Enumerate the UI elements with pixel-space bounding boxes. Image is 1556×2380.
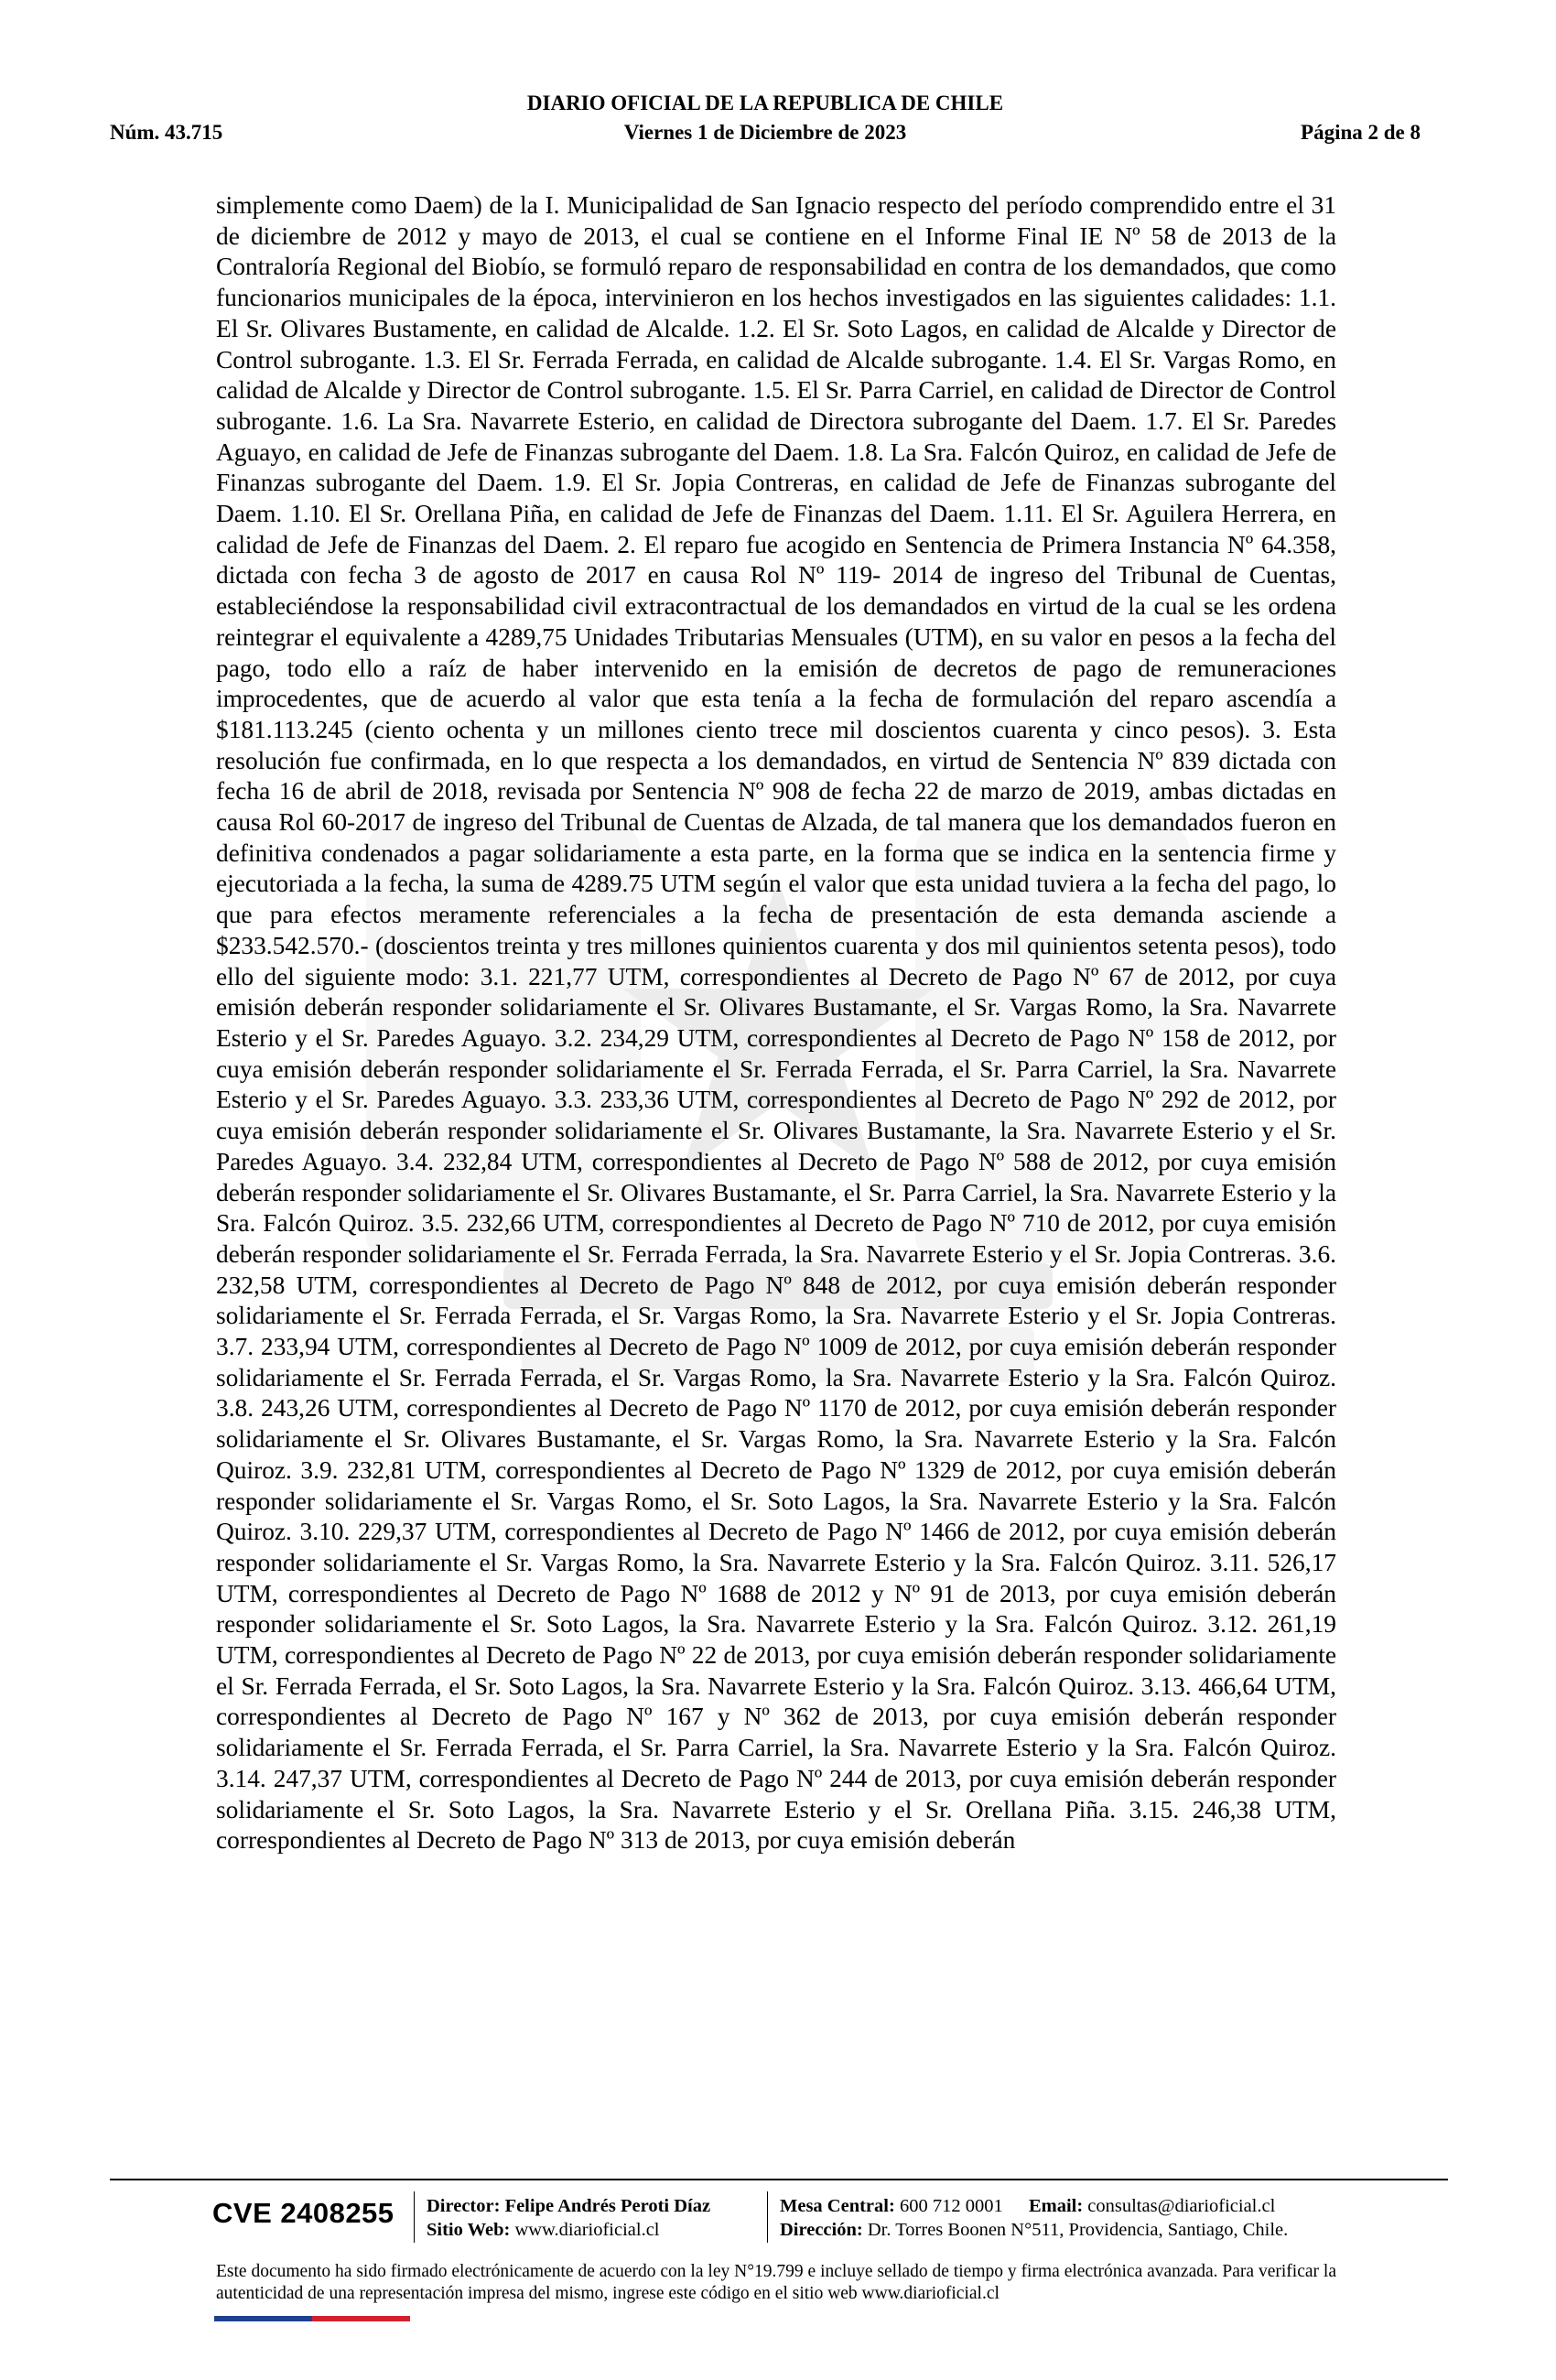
footer-director bbox=[427, 2196, 710, 2217]
flag-blue-segment bbox=[214, 2316, 312, 2321]
publication-title: DIARIO OFICIAL DE LA REPUBLICA DE CHILE bbox=[526, 92, 1004, 114]
footer-site bbox=[427, 2220, 660, 2241]
issue-date: Viernes 1 de Diciembre de 2023 bbox=[623, 121, 907, 144]
email-link[interactable]: consultas@diarioficial.cl bbox=[1087, 2196, 1276, 2216]
site-link[interactable]: www.diarioficial.cl bbox=[514, 2220, 660, 2240]
director-name: Felipe Andrés Peroti Díaz bbox=[504, 2196, 711, 2216]
digital-signature-disclaimer: Este documento ha sido firmado electrónicamente de acuerdo con la ley N°19.799 e incluye sellado de tiempo y firma electrónica avanzada. Para verificar la autenticidad de una representación impresa del mismo, ingrese este código en el sitio web www.diarioficial.cl bbox=[216, 2262, 1336, 2303]
flag-stripe bbox=[214, 2316, 410, 2321]
footer-separator bbox=[767, 2191, 768, 2243]
footer-mesa bbox=[780, 2196, 1275, 2217]
page-header bbox=[110, 92, 1421, 156]
footer-separator bbox=[414, 2191, 415, 2243]
issue-number: Núm. 43.715 bbox=[110, 121, 223, 144]
document-body: simplemente como Daem) de la I. Municipalidad de San Ignacio respecto del período comprendido entre el 31 de diciembre de 2012 y mayo de 2013, el cual se contiene en el Informe Final IE Nº 58 de 2013 de la Contraloría Regional del Biobío, se formuló reparo de responsabilidad en contra de los demandados, que como funcionarios municipales de la época, intervinieron en los hechos investigados en las siguientes calidades: 1.1. El Sr. Olivares Bustamente, en calidad de Alcalde. 1.2. El Sr. Soto Lagos, en calidad de Alcalde y Director de Control subrogante. 1.3. El Sr. Ferrada Ferrada, en calidad de Alcalde subrogante. 1.4. El Sr. Vargas Romo, en calidad de Alcalde y Director de Control subrogante. 1.5. El Sr. Parra Carriel, en calidad de Director de Control subrogante. 1.6. La Sra. Navarrete Esterio, en calidad de Directora subrogante del Daem. 1.7. El Sr. Paredes Aguayo, en calidad de Jefe de Finanzas subrogante del Daem. 1.8. La Sra. Falcón Quiroz, en calidad de Jefe de Finanzas subrogante del Daem. 1.9. El Sr. Jopia Contreras, en calidad de Jefe de Finanzas subrogante del Daem. 1.10. El Sr. Orellana Piña, en calidad de Jefe de Finanzas del Daem. 1.11. El Sr. Aguilera Herrera, en calidad de Jefe de Finanzas del Daem. 2. El reparo fue acogido en Sentencia de Primera Instancia Nº 64.358, dictada con fecha 3 de agosto de 2017 en causa Rol Nº 119- 2014 de ingreso del Tribunal de Cuentas, estableciéndose la responsabilidad civil extracontractual de los demandados en virtud de la cual se les ordena reintegrar el equivalente a 4289,75 Unidades Tributarias Mensuales (UTM), en su valor en pesos a la fecha del pago, todo ello a raíz de haber intervenido en la emisión de decretos de pago de remuneraciones improcedentes, que de acuerdo al valor que esta tenía a la fecha de formulación del reparo ascendía a $181.113.245 (ciento ochenta y un millones ciento trece mil doscientos cuarenta y cinco pesos). 3. Esta resolución fue confirmada, en lo que respecta a los demandados, en virtud de Sentencia Nº 839 dictada con fecha 16 de abril de 2018, revisada por Sentencia Nº 908 de fecha 22 de marzo de 2019, ambas dictadas en causa Rol 60-2017 de ingreso del Tribunal de Cuentas de Alzada, de tal manera que los demandados fueron en definitiva condenados a pagar solidariamente a esta parte, en la forma que se indica en la sentencia firme y ejecutoriada a la fecha, la suma de 4289.75 UTM según el valor que esta unidad tuviera a la fecha del pago, lo que para efectos meramente referenciales a la fecha de presentación de esta demanda asciende a $233.542.570.- (doscientos treinta y tres millones quinientos cuarenta y dos mil quinientos setenta pesos), todo ello del siguiente modo: 3.1. 221,77 UTM, correspondientes al Decreto de Pago Nº 67 de 2012, por cuya emisión deberán responder solidariamente el Sr. Olivares Bustamante, el Sr. Vargas Romo, la Sra. Navarrete Esterio y el Sr. Paredes Aguayo. 3.2. 234,29 UTM, correspondientes al Decreto de Pago Nº 158 de 2012, por cuya emisión deberán responder solidariamente el Sr. Ferrada Ferrada, el Sr. Parra Carriel, la Sra. Navarrete Esterio y el Sr. Paredes Aguayo. 3.3. 233,36 UTM, correspondientes al Decreto de Pago Nº 292 de 2012, por cuya emisión deberán responder solidariamente el Sr. Olivares Bustamante, la Sra. Navarrete Esterio y el Sr. Paredes Aguayo. 3.4. 232,84 UTM, correspondientes al Decreto de Pago Nº 588 de 2012, por cuya emisión deberán responder solidariamente el Sr. Olivares Bustamante, el Sr. Parra Carriel, la Sra. Navarrete Esterio y la Sra. Falcón Quiroz. 3.5. 232,66 UTM, correspondientes al Decreto de Pago Nº 710 de 2012, por cuya emisión deberán responder solidariamente el Sr. Ferrada Ferrada, la Sra. Navarrete Esterio y el Sr. Jopia Contreras. 3.6. 232,58 UTM, correspondientes al Decreto de Pago Nº 848 de 2012, por cuya emisión deberán responder solidariamente el Sr. Ferrada Ferrada, el Sr. Vargas Romo, la Sra. Navarrete Esterio y el Sr. Jopia Contreras. 3.7. 233,94 UTM, correspondientes al Decreto de Pago Nº 1009 de 2012, por cuya emisión deberán responder solidariamente el Sr. Ferrada Ferrada, el Sr. Vargas Romo, la Sra. Navarrete Esterio y la Sra. Falcón Quiroz. 3.8. 243,26 UTM, correspondientes al Decreto de Pago Nº 1170 de 2012, por cuya emisión deberán responder solidariamente el Sr. Olivares Bustamante, el Sr. Vargas Romo, la Sra. Navarrete Esterio y la Sra. Falcón Quiroz. 3.9. 232,81 UTM, correspondientes al Decreto de Pago Nº 1329 de 2012, por cuya emisión deberán responder solidariamente el Sr. Vargas Romo, el Sr. Soto Lagos, la Sra. Navarrete Esterio y la Sra. Falcón Quiroz. 3.10. 229,37 UTM, correspondientes al Decreto de Pago Nº 1466 de 2012, por cuya emisión deberán responder solidariamente el Sr. Vargas Romo, la Sra. Navarrete Esterio y la Sra. Falcón Quiroz. 3.11. 526,17 UTM, correspondientes al Decreto de Pago Nº 1688 de 2012 y Nº 91 de 2013, por cuya emisión deberán responder solidariamente el Sr. Soto Lagos, la Sra. Navarrete Esterio y la Sra. Falcón Quiroz. 3.12. 261,19 UTM, correspondientes al Decreto de Pago Nº 22 de 2013, por cuya emisión deberán responder solidariamente el Sr. Ferrada Ferrada, el Sr. Soto Lagos, la Sra. Navarrete Esterio y la Sra. Falcón Quiroz. 3.13. 466,64 UTM, correspondientes al Decreto de Pago Nº 167 y Nº 362 de 2013, por cuya emisión deberán responder solidariamente el Sr. Ferrada Ferrada, el Sr. Parra Carriel, la Sra. Navarrete Esterio y la Sra. Falcón Quiroz. 3.14. 247,37 UTM, correspondientes al Decreto de Pago Nº 244 de 2013, por cuya emisión deberán responder solidariamente el Sr. Soto Lagos, la Sra. Navarrete Esterio y el Sr. Orellana Piña. 3.15. 246,38 UTM, correspondientes al Decreto de Pago Nº 313 de 2013, por cuya emisión deberán bbox=[216, 191, 1336, 1855]
page-indicator: Página 2 de 8 bbox=[1301, 121, 1421, 144]
site-label: Sitio Web: bbox=[427, 2220, 511, 2240]
mesa-phone: 600 712 0001 bbox=[899, 2196, 1003, 2216]
address-label: Dirección: bbox=[780, 2220, 863, 2240]
footer-divider bbox=[110, 2179, 1448, 2180]
mesa-label: Mesa Central: bbox=[780, 2196, 895, 2216]
director-label: Director: bbox=[427, 2196, 501, 2216]
flag-red-segment bbox=[312, 2316, 410, 2321]
email-label: Email: bbox=[1028, 2196, 1084, 2216]
footer-address bbox=[780, 2220, 1288, 2241]
cve-code: CVE 2408255 bbox=[212, 2197, 394, 2229]
address-value: Dr. Torres Boonen N°511, Providencia, Santiago, Chile. bbox=[867, 2220, 1289, 2240]
